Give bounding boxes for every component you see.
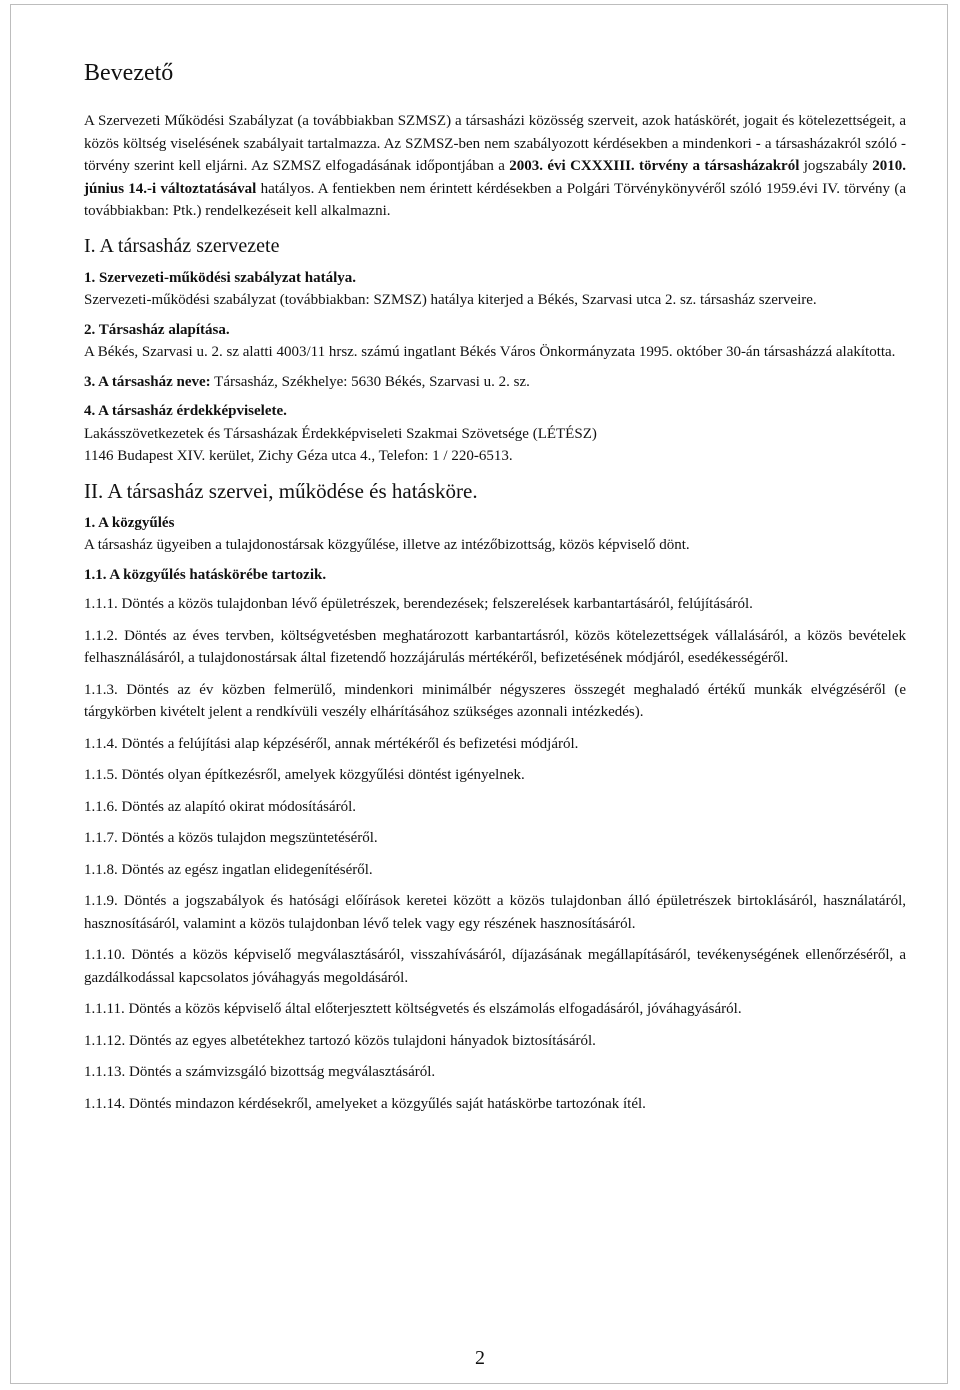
section-2-1-text: A társasház ügyeiben a tulajdonostársak közgyűlése, illetve az intézőbizottság, közös képviselő dönt. bbox=[84, 537, 690, 553]
section-1-3-label: 3. A társasház neve: bbox=[84, 373, 211, 390]
section-1-2-text: A Békés, Szarvasi u. 2. sz alatti 4003/11 hrsz. számú ingatlant Békés Város Önkormányzata 1995. október 30-án társasházzá alakította. bbox=[84, 344, 896, 360]
list-item: 1.1.4. Döntés a felújítási alap képzéséről, annak mértékéről és befizetési módjáról. bbox=[84, 735, 579, 752]
list-item: 1.1.14. Döntés mindazon kérdésekről, amelyeket a közgyűlés saját hatáskörbe tartozónak ítél. bbox=[84, 1095, 646, 1112]
list-item: 1.1.11. Döntés a közös képviselő által előterjesztett költségvetés és elszámolás elfogadásáról, jóváhagyásáról. bbox=[84, 1001, 742, 1017]
section-1-4-line-1: Lakásszövetkezetek és Társasházak Érdekképviseleti Szakmai Szövetsége (LÉTÉSZ) bbox=[84, 425, 597, 442]
page-number: 2 bbox=[475, 1347, 485, 1369]
section-1-1-heading: 1. Szervezeti-működési szabályzat hatálya. bbox=[84, 269, 357, 286]
section-2-1-1-heading: 1.1. A közgyűlés hatáskörébe tartozik. bbox=[84, 566, 327, 583]
list-item: 1.1.7. Döntés a közös tulajdon megszüntetéséről. bbox=[84, 830, 378, 846]
list-item: 1.1.1. Döntés a közös tulajdonban lévő épületrészek, berendezések; felszerelések karbantartásáról, felújításáról. bbox=[84, 596, 753, 612]
section-1-3-text: Társasház, Székhelye: 5630 Békés, Szarvasi u. 2. sz. bbox=[210, 373, 530, 390]
section-1-heading: I. A társasház szervezete bbox=[84, 234, 280, 257]
competence-list bbox=[84, 593, 906, 1115]
document-title: Bevezető bbox=[84, 60, 174, 86]
list-item: 1.1.10. Döntés a közös képviselő megválasztásáról, visszahívásáról, díjazásának megállapításáról, tevékenységének ellenőrzéséről, a gazdálkodással kapcsolatos jóváhagyás megoldásáról. bbox=[84, 947, 906, 986]
section-1-4-heading: 4. A társasház érdekképviselete. bbox=[84, 403, 287, 419]
section-1-1-text: Szervezeti-működési szabályzat (továbbiakban: SZMSZ) hatálya kiterjed a Békés, Szarvasi utca 2. sz. társasház szerveire. bbox=[84, 292, 817, 308]
document-body bbox=[84, 58, 906, 1124]
list-item: 1.1.13. Döntés a számvizsgáló bizottság megválasztásáról. bbox=[84, 1064, 436, 1080]
intro-text-2: jogszabály bbox=[799, 158, 873, 174]
intro-text-3: hatályos. A fentiekben nem érintett kérdésekben a Polgári Törvénykönyvéről szóló 1959.évi IV. törvény (a továbbiakban: Ptk.) rendelkezéseit kell alkalmazni. bbox=[84, 180, 906, 219]
intro-paragraph bbox=[84, 110, 906, 223]
list-item: 1.1.8. Döntés az egész ingatlan elidegenítéséről. bbox=[84, 861, 373, 878]
intro-amendment-date: 2010. június 14.-i változtatásával bbox=[84, 158, 906, 197]
section-1-2-heading: 2. Társasház alapítása. bbox=[84, 321, 230, 338]
list-item: 1.1.9. Döntés a jogszabályok és hatósági előírások keretei között a közös tulajdonban álló épületrészek birtoklásáról, használatáról, hasznosításáról, valamint a közös tulajdonban lévő telek vagy egy részének hasznosításáról. bbox=[84, 893, 906, 932]
section-1-3-line bbox=[84, 371, 906, 394]
list-item: 1.1.6. Döntés az alapító okirat módosításáról. bbox=[84, 798, 357, 815]
list-item: 1.1.12. Döntés az egyes albetétekhez tartozó közös tulajdoni hányadok biztosításáról. bbox=[84, 1032, 596, 1049]
list-item: 1.1.5. Döntés olyan építkezésről, amelyek közgyűlési döntést igényelnek. bbox=[84, 767, 525, 783]
section-1-4-line-2: 1146 Budapest XIV. kerület, Zichy Géza utca 4., Telefon: 1 / 220-6513. bbox=[84, 448, 513, 464]
intro-law-reference: 2003. évi CXXXIII. törvény a társasházakról bbox=[509, 158, 800, 174]
list-item: 1.1.3. Döntés az év közben felmerülő, mindenkori minimálbér négyszeres összegét meghaladó értékű munkák elvégzéséről (e tárgykörben kivételt jelent a rendkívüli veszély elhárításához szükséges azonnali intézkedés). bbox=[84, 681, 906, 720]
list-item: 1.1.2. Döntés az éves tervben, költségvetésben meghatározott karbantartásról, közös kötelezettségek vállalásáról, a közös bevételek felhasználásáról, a tulajdonostársak által fizetendő hozzájárulás mértékéről, befizetésének módjáról, esedékességéről. bbox=[84, 627, 906, 666]
section-2-1-heading: 1. A közgyűlés bbox=[84, 514, 175, 531]
section-2-heading: II. A társasház szervei, működése és hatásköre. bbox=[84, 478, 478, 503]
intro-text-1: A Szervezeti Működési Szabályzat (a továbbiakban SZMSZ) a társasházi közösség szerveit, azok hatáskörét, jogait és kötelezettségeit, a közös költség viselésének szabályait tartalmazza. Az SZMSZ-ben nem szabályozott kérdésekben a mindenkori - a társasházakról szóló - törvény szerint kell eljárni. Az SZMSZ elfogadásának időpontjában a bbox=[84, 113, 906, 174]
